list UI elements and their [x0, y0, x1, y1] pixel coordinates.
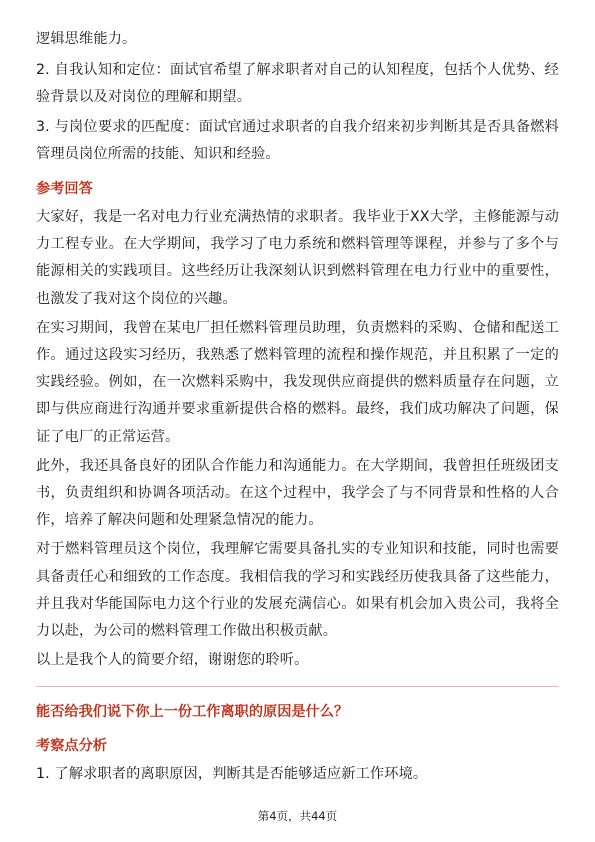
- consideration-item: 3. 与岗位要求的匹配度：面试官通过求职者的自我介绍来初步判断其是否具备燃料管理员岗位所需的技能、知识和经验。: [36, 118, 559, 162]
- consideration-item: 2. 自我认知和定位：面试官希望了解求职者对自己的认知程度，包括个人优势、经验背景以及对岗位的理解和期望。: [36, 62, 559, 106]
- interview-question: 能否给我们说下你上一份工作离职的原因是什么？: [36, 704, 349, 721]
- document-page: [36, 26, 559, 791]
- section-divider: [36, 686, 559, 687]
- answer-paragraph: 在实习期间，我曾在某电厂担任燃料管理员助理，负责燃料的采购、仓储和配送工作。通过这段实习经历，我熟悉了燃料管理的流程和操作规范，并且积累了一定的实践经验。例如，在一次燃料采购中，我发现供应商提供的燃料质量存在问题，立即与供应商进行沟通并要求重新提供合格的燃料。最终，我们成功解决了问题，保证了电厂的正常运营。: [36, 319, 559, 445]
- analysis-heading: 考察点分析: [36, 738, 107, 755]
- answer-paragraph: 对于燃料管理员这个岗位，我理解它需要具备扎实的专业知识和技能，同时也需要具备责任心和细致的工作态度。我相信我的学习和实践经历使我具备了这些能力，并且我对华能国际电力这个行业的发展充满信心。如果有机会加入贵公司，我将全力以赴，为公司的燃料管理工作做出积极贡献。: [36, 541, 559, 640]
- analysis-point: 1. 了解求职者的离职原因，判断其是否能够适应新工作环境。: [36, 766, 428, 783]
- answer-paragraph: 此外，我还具备良好的团队合作能力和沟通能力。在大学期间，我曾担任班级团支书，负责组织和协调各项活动。在这个过程中，我学会了与不同背景和性格的人合作，培养了解决问题和处理紧急情况的能力。: [36, 457, 559, 529]
- answer-paragraph: 大家好，我是一名对电力行业充满热情的求职者。我毕业于XX大学，主修能源与动力工程专业。在大学期间，我学习了电力系统和燃料管理等课程，并参与了多个与能源相关的实践项目。这些经历让我深刻认识到燃料管理在电力行业中的重要性，也激发了我对这个岗位的兴趣。: [36, 209, 559, 307]
- answer-paragraph: 以上是我个人的简要介绍，谢谢您的聆听。: [36, 652, 309, 669]
- answer-heading: 参考回答: [36, 181, 93, 198]
- page-footer: 第4页，共44页: [257, 809, 338, 823]
- continuation-text: 逻辑思维能力。: [36, 31, 137, 47]
